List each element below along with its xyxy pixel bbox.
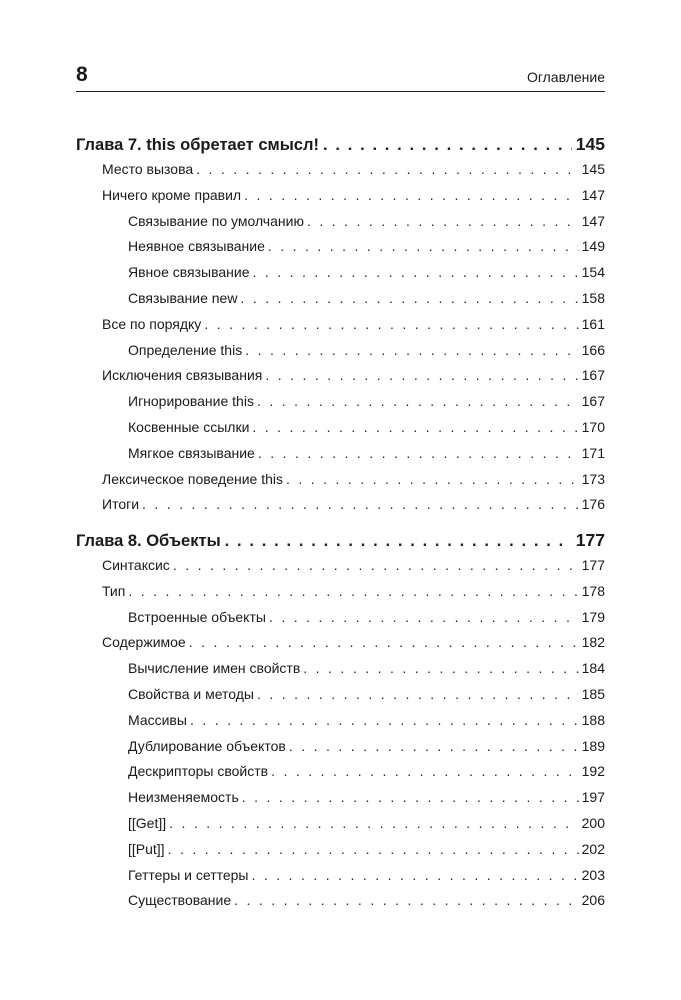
toc-entry-page: 189 [581,737,605,754]
toc-chapter-7-block [76,131,605,518]
dot-leader [234,888,579,914]
toc-entry-title: Явное связывание [128,264,250,281]
toc-entry[interactable] [76,312,605,338]
toc-entry-page: 182 [581,634,605,651]
toc-entry-page: 154 [581,264,605,281]
toc-entry-title: Неизменяемость [128,789,239,806]
dot-leader [257,389,579,415]
toc-entry-title: Содержимое [102,634,186,651]
toc-entry-page: 178 [581,582,605,599]
dot-leader [269,605,579,631]
toc-entry-title: Свойства и методы [128,685,254,702]
toc-entry[interactable] [76,888,605,914]
toc-entry-page: 177 [581,557,605,573]
toc-entry-page: 176 [581,496,605,513]
header-rule [76,91,605,92]
dot-leader [252,863,579,889]
dot-leader [189,630,579,656]
toc-chapter-heading[interactable] [76,131,605,157]
dot-leader [323,132,572,158]
dot-leader [307,209,579,235]
toc-entry[interactable] [76,260,605,286]
toc-entry-title: Определение this [128,341,243,358]
toc-entry-title: Синтаксис [102,557,170,573]
toc-entry[interactable] [76,286,605,312]
dot-leader [173,553,579,579]
toc-entry[interactable] [76,863,605,889]
toc-entry[interactable] [76,811,605,837]
chapter-title: Глава 7. this обретает смысл! [76,136,319,154]
toc-entry-page: 192 [581,763,605,780]
toc-entry-page: 206 [581,892,605,909]
toc-entry-title: Дублирование объектов [128,737,286,754]
dot-leader [225,528,572,554]
dot-leader [240,286,578,312]
toc-entry[interactable] [76,157,605,183]
toc-entry[interactable] [76,234,605,260]
dot-leader [128,579,578,605]
toc-entry-page: 171 [581,444,605,461]
toc-entry-page: 197 [581,789,605,806]
toc-entry-title: Связывание new [128,289,238,306]
toc-entry-title: Геттеры и сеттеры [128,866,249,883]
toc-entry-title: Тип [102,582,126,599]
toc-entry-page: 203 [581,866,605,883]
dot-leader [303,656,578,682]
dot-leader [252,415,578,441]
toc-entry[interactable] [76,579,605,605]
toc-entry-page: 145 [581,161,605,177]
toc-entry[interactable] [76,630,605,656]
toc-entry-title: Неявное связывание [128,238,265,255]
toc-entries [76,553,605,914]
toc-entry-title: Место вызова [102,161,194,177]
toc-entry-page: 188 [581,711,605,728]
toc-entry[interactable] [76,837,605,863]
toc-entry[interactable] [76,656,605,682]
dot-leader [244,183,579,209]
toc-entry[interactable] [76,389,605,415]
toc-entry[interactable] [76,467,605,493]
toc-entry[interactable] [76,708,605,734]
toc-entry-page: 167 [581,367,605,384]
toc-entry-title: Дескрипторы свойств [128,763,269,780]
dot-leader [190,708,579,734]
toc-entry-title: Ничего кроме правил [102,186,242,203]
toc-entry-title: Связывание по умолчанию [128,212,304,229]
toc-entry[interactable] [76,363,605,389]
toc-entry-title: Исключения связывания [102,367,263,384]
dot-leader [271,759,579,785]
page-number: 8 [76,63,88,86]
toc-entry-page: 161 [581,315,605,332]
toc-entry-page: 184 [581,660,605,677]
toc-entry[interactable] [76,759,605,785]
toc-entry[interactable] [76,441,605,467]
toc-chapter-heading[interactable] [76,527,605,553]
toc-entry-title: Итоги [102,496,140,513]
toc-entry-title: Существование [128,892,232,909]
toc-entry-page: 158 [581,289,605,306]
toc-entry-title: Все по порядку [102,315,202,332]
toc-entry[interactable] [76,338,605,364]
dot-leader [142,492,579,518]
toc-entry-page: 147 [581,212,605,229]
toc-entry-page: 200 [581,814,605,831]
toc-entries [76,157,605,518]
toc-entry-title: Встроенные объекты [128,608,266,625]
toc-entry[interactable] [76,183,605,209]
toc-entry[interactable] [76,734,605,760]
toc-entry-page: 167 [581,393,605,410]
toc-entry-page: 166 [581,341,605,358]
toc-entry[interactable] [76,415,605,441]
toc-entry-title: Массивы [128,711,187,728]
running-header-title: Оглавление [526,69,605,85]
dot-leader [257,682,579,708]
chapter-page-number: 145 [575,134,605,154]
dot-leader [245,338,578,364]
chapter-title: Глава 8. Объекты [76,532,221,550]
toc-entry-title: Мягкое связывание [128,444,255,461]
dot-leader [242,785,579,811]
toc-entry-page: 202 [581,840,605,857]
toc-entry[interactable] [76,553,605,579]
toc-entry[interactable] [76,209,605,235]
toc-entry[interactable] [76,785,605,811]
toc-entry-page: 173 [581,470,605,487]
dot-leader [196,157,578,183]
dot-leader [168,837,579,863]
toc-entry-page: 179 [581,608,605,625]
toc-entry-title: Игнорирование this [128,393,254,410]
toc-entry-page: 149 [581,238,605,255]
dot-leader [268,234,579,260]
chapter-page-number: 177 [575,530,605,550]
dot-leader [258,441,579,467]
toc-entry[interactable] [76,605,605,631]
toc-entry-title: [[Put]] [128,840,165,857]
dot-leader [286,467,579,493]
toc-entry-page: 185 [581,685,605,702]
toc-entry[interactable] [76,492,605,518]
toc-entry-title: Косвенные ссылки [128,418,250,435]
dot-leader [265,363,578,389]
toc-entry-title: Лексическое поведение this [102,470,283,487]
dot-leader [253,260,579,286]
toc-entry-page: 170 [581,418,605,435]
dot-leader [204,312,578,338]
toc-entry-title: [[Get]] [128,814,167,831]
toc-entry-page: 147 [581,186,605,203]
toc-chapter-8-block [76,527,605,914]
toc-entry-title: Вычисление имен свойств [128,660,301,677]
dot-leader [169,811,579,837]
toc-entry[interactable] [76,682,605,708]
dot-leader [289,734,579,760]
